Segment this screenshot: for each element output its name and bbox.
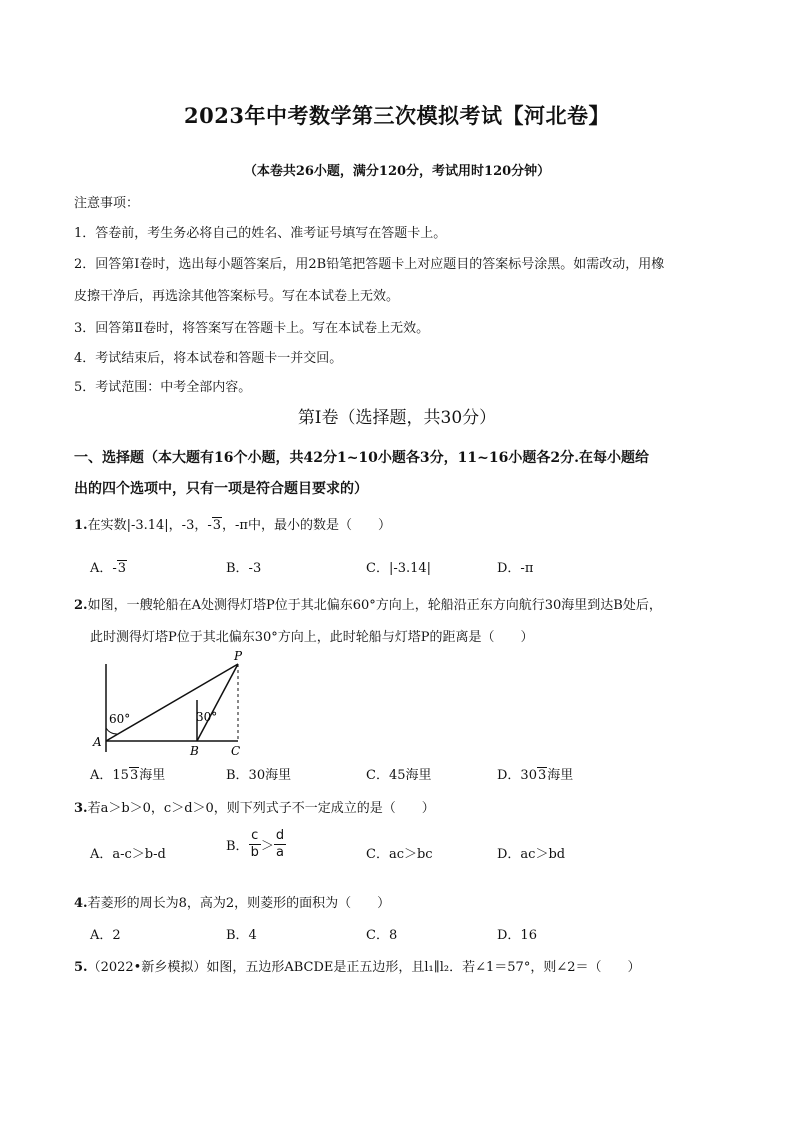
q4-option-c[interactable]: C．8 <box>366 928 398 943</box>
notice-item-1: 1．答卷前，考生务必将自己的姓名、准考证号填写在答题卡上。 <box>74 226 447 241</box>
q2-option-b[interactable]: B．30海里 <box>226 768 292 783</box>
q4-option-a[interactable]: A．2 <box>90 928 121 943</box>
q3-option-d[interactable]: D．ac＞bd <box>497 847 566 862</box>
option-label: B． <box>226 839 249 854</box>
page-title: 2023年中考数学第三次模拟考试【河北卷】 <box>184 103 610 128</box>
q1-option-b[interactable]: B．-3 <box>226 561 262 576</box>
question-2 <box>74 594 662 613</box>
page-subtitle: （本卷共26小题，满分120分，考试用时120分钟） <box>243 164 551 179</box>
notice-heading: 注意事项： <box>74 196 140 211</box>
option-unit: 海里 <box>547 768 574 783</box>
notice-item-3: 3．回答第Ⅱ卷时，将答案写在答题卡上。写在本试卷上无效。 <box>74 321 430 336</box>
fraction-d-over-a <box>274 828 286 861</box>
q2-option-a[interactable] <box>90 764 165 783</box>
sqrt-radicand: 3 <box>117 561 127 576</box>
label-a: A <box>93 735 102 749</box>
sqrt-radicand: 3 <box>212 518 222 533</box>
section-intro-line1: 一、选择题（本大题有16个小题，共42分1~10小题各3分，11~16小题各2分.在每小题给 <box>74 450 649 466</box>
question-number: 2. <box>74 598 88 613</box>
question-5 <box>74 956 641 975</box>
denominator: a <box>275 845 284 860</box>
q2-option-d[interactable] <box>497 764 573 783</box>
question-number: 3. <box>74 801 88 816</box>
greater-than: ＞ <box>260 839 274 854</box>
question-4 <box>74 892 390 911</box>
q1-option-d[interactable]: D．-π <box>497 561 534 576</box>
q4-option-b[interactable]: B．4 <box>226 928 257 943</box>
ship-lighthouse-figure <box>90 648 260 760</box>
option-label: A．- <box>90 561 117 576</box>
q4-option-d[interactable]: D．16 <box>497 928 537 943</box>
angle-label-30: 30° <box>196 710 218 724</box>
notice-item-5: 5．考试范围：中考全部内容。 <box>74 380 252 395</box>
fraction-c-over-b <box>249 828 261 861</box>
question-text: （2022•新乡模拟）如图，五边形ABCDE是正五边形，且l₁∥l₂．若∠1＝57°，则∠2＝（ ） <box>87 960 641 975</box>
q3-option-b[interactable] <box>226 828 286 861</box>
q2-option-c[interactable]: C．45海里 <box>366 768 432 783</box>
denominator: b <box>250 845 259 860</box>
option-unit: 海里 <box>139 768 166 783</box>
question-number: 1. <box>74 518 88 533</box>
question-text: 若a＞b＞0，c＞d＞0，则下列式子不一定成立的是（ ） <box>87 801 435 816</box>
sqrt-radicand: 3 <box>129 768 139 783</box>
option-label: A．15 <box>90 768 129 783</box>
q3-option-c[interactable]: C．ac＞bc <box>366 847 433 862</box>
section-title: 第Ⅰ卷（选择题，共30分） <box>297 408 497 428</box>
q1-option-a[interactable] <box>90 557 127 576</box>
q3-option-a[interactable]: A．a-c＞b-d <box>90 847 166 862</box>
notice-item-2-cont: 皮擦干净后，再选涂其他答案标号。写在本试卷上无效。 <box>74 289 400 304</box>
q1-option-c[interactable]: C．|-3.14| <box>366 561 432 576</box>
label-c: C <box>231 744 241 758</box>
label-p: P <box>234 649 243 663</box>
question-number: 4. <box>74 896 88 911</box>
notice-item-2: 2．回答第Ⅰ卷时，选出每小题答案后，用2B铅笔把答题卡上对应题目的答案标号涂黑。如需改动，用橡 <box>74 257 665 272</box>
question-text: 若菱形的周长为8，高为2，则菱形的面积为（ ） <box>87 896 391 911</box>
question-number: 5. <box>74 960 88 975</box>
label-b: B <box>190 744 199 758</box>
question-text-tail: ，-π中，最小的数是（ ） <box>222 518 391 533</box>
angle-label-60: 60° <box>109 712 131 726</box>
question-text: 如图，一艘轮船在A处测得灯塔P位于其北偏东60°方向上，轮船沿正东方向航行30海里到达B处后， <box>87 598 662 613</box>
section-intro-line2: 出的四个选项中，只有一项是符合题目要求的） <box>74 481 368 497</box>
numerator: c <box>249 828 261 845</box>
question-1 <box>74 514 391 533</box>
question-2-cont: 此时测得灯塔P位于其北偏东30°方向上，此时轮船与灯塔P的距离是（ ） <box>90 630 534 645</box>
notice-item-4: 4．考试结束后，将本试卷和答题卡一并交回。 <box>74 351 343 366</box>
question-3 <box>74 797 435 816</box>
angle-arc-a <box>106 728 117 734</box>
sqrt-radicand: 3 <box>537 768 547 783</box>
numerator: d <box>275 828 285 843</box>
option-label: D．30 <box>497 768 537 783</box>
question-text: 在实数|-3.14|，-3，- <box>87 518 212 533</box>
